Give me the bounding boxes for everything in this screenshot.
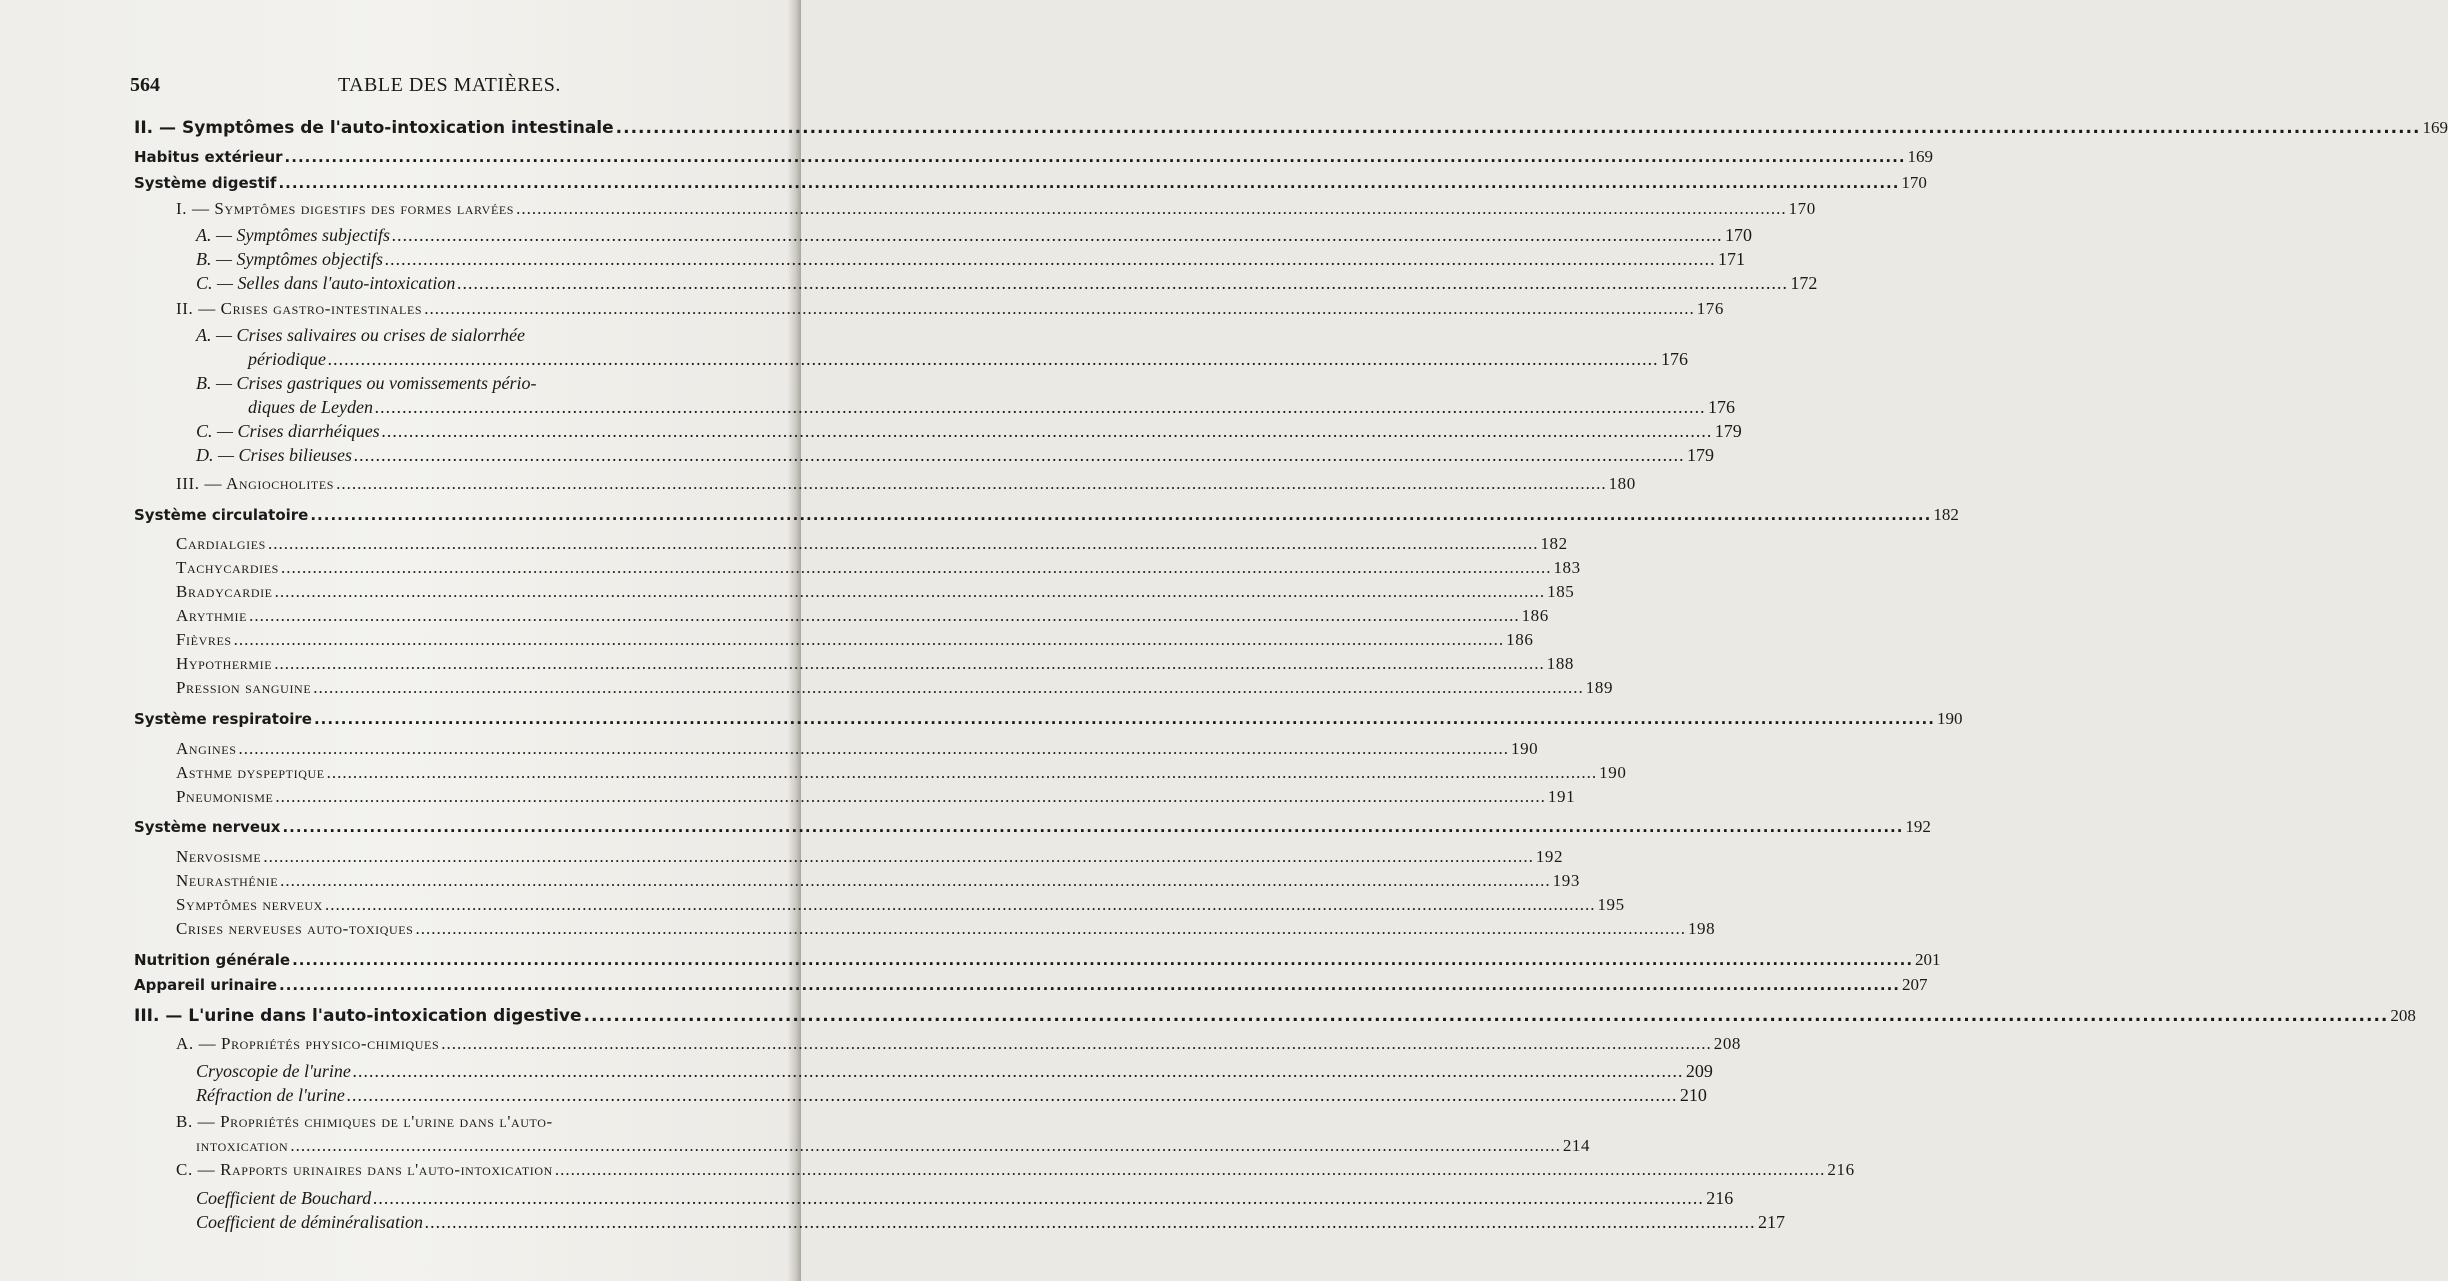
toc-entry-section: Nutrition générale ..... 201 bbox=[134, 950, 711, 970]
toc-entry-item: A. — Symptômes subjectifs ..... 170 bbox=[196, 225, 711, 246]
toc-entry-item-heading: B. — Crises gastriques ou vomissements pério- bbox=[196, 373, 537, 393]
toc-entry-item: C. — Crises diarrhéiques ..... 179 bbox=[196, 421, 711, 442]
page-number: 564 bbox=[130, 74, 160, 96]
running-head bbox=[130, 74, 720, 100]
toc-entry-subsection: A. — Propriétés physico-chimiques ..... 208 bbox=[176, 1034, 711, 1054]
toc-entry-item: périodique ..... 176 bbox=[248, 349, 711, 370]
toc-entry-subsection: I. — Symptômes digestifs des formes larvées ..... 170 bbox=[176, 199, 711, 219]
toc-entry-subsection: Cardialgies ..... 182 bbox=[176, 534, 711, 554]
toc-entry-subsection: Fièvres ..... 186 bbox=[176, 630, 711, 650]
toc-entry-subsection: Pression sanguine ..... 189 bbox=[176, 678, 711, 698]
toc-entry-subsection-heading: B. — Propriétés chimiques de l'urine dans l'auto- bbox=[176, 1112, 553, 1131]
toc-entry-subsection: Bradycardie ..... 185 bbox=[176, 582, 711, 602]
toc-entry-subsection: Angines ..... 190 bbox=[176, 739, 711, 759]
toc-entry-item: diques de Leyden ..... 176 bbox=[248, 397, 711, 418]
toc-entry-item: Coefficient de Bouchard ..... 216 bbox=[196, 1188, 711, 1209]
toc-entry-subsection: Hypothermie ..... 188 bbox=[176, 654, 711, 674]
toc-entry-item: C. — Selles dans l'auto-intoxication ..... 172 bbox=[196, 273, 711, 294]
toc-entry-section: Système respiratoire ..... 190 bbox=[134, 709, 711, 729]
toc-entry-item: Coefficient de déminéralisation ..... 217 bbox=[196, 1212, 711, 1233]
toc-entry-subsection: II. — Crises gastro-intestinales ..... 176 bbox=[176, 299, 711, 319]
toc-entry-section: Système digestif ..... 170 bbox=[134, 173, 711, 193]
toc-entry-chapter: III. — L'urine dans l'auto-intoxication digestive ..... 208 bbox=[134, 1006, 711, 1026]
toc-entry-item-heading: A. — Crises salivaires ou crises de sialorrhée bbox=[196, 325, 525, 345]
toc-entry-chapter: II. — Symptômes de l'auto-intoxication intestinale ..... 169 bbox=[134, 118, 711, 138]
toc-entry-subsection: Tachycardies ..... 183 bbox=[176, 558, 711, 578]
toc-entry-subsection: III. — Angiocholites ..... 180 bbox=[176, 474, 711, 494]
toc-entry-item: Réfraction de l'urine ..... 210 bbox=[196, 1085, 711, 1106]
toc-entry-item: D. — Crises bilieuses ..... 179 bbox=[196, 445, 711, 466]
toc-entry-subsection: intoxication ..... 214 bbox=[196, 1136, 711, 1156]
toc-entry-section: Système circulatoire ..... 182 bbox=[134, 505, 711, 525]
toc-entry-section: Appareil urinaire ..... 207 bbox=[134, 975, 711, 995]
toc-entry-subsection: Pneumonisme ..... 191 bbox=[176, 787, 711, 807]
toc-entry-subsection: Symptômes nerveux ..... 195 bbox=[176, 895, 711, 915]
page-title: TABLE DES MATIÈRES. bbox=[338, 74, 561, 96]
toc-entry-section: Habitus extérieur ..... 169 bbox=[134, 147, 711, 167]
toc-entry-item: Cryoscopie de l'urine ..... 209 bbox=[196, 1061, 711, 1082]
toc-entry-section: Système nerveux ..... 192 bbox=[134, 817, 711, 837]
toc-entry-subsection: Arythmie ..... 186 bbox=[176, 606, 711, 626]
toc-entry-subsection: C. — Rapports urinaires dans l'auto-intoxication ..... 216 bbox=[176, 1160, 711, 1180]
toc-entry-item: B. — Symptômes objectifs ..... 171 bbox=[196, 249, 711, 270]
toc-entry-subsection: Asthme dyspeptique ..... 190 bbox=[176, 763, 711, 783]
toc-entry-subsection: Neurasthénie ..... 193 bbox=[176, 871, 711, 891]
toc-entry-subsection: Nervosisme ..... 192 bbox=[176, 847, 711, 867]
toc-entry-subsection: Crises nerveuses auto-toxiques ..... 198 bbox=[176, 919, 711, 939]
